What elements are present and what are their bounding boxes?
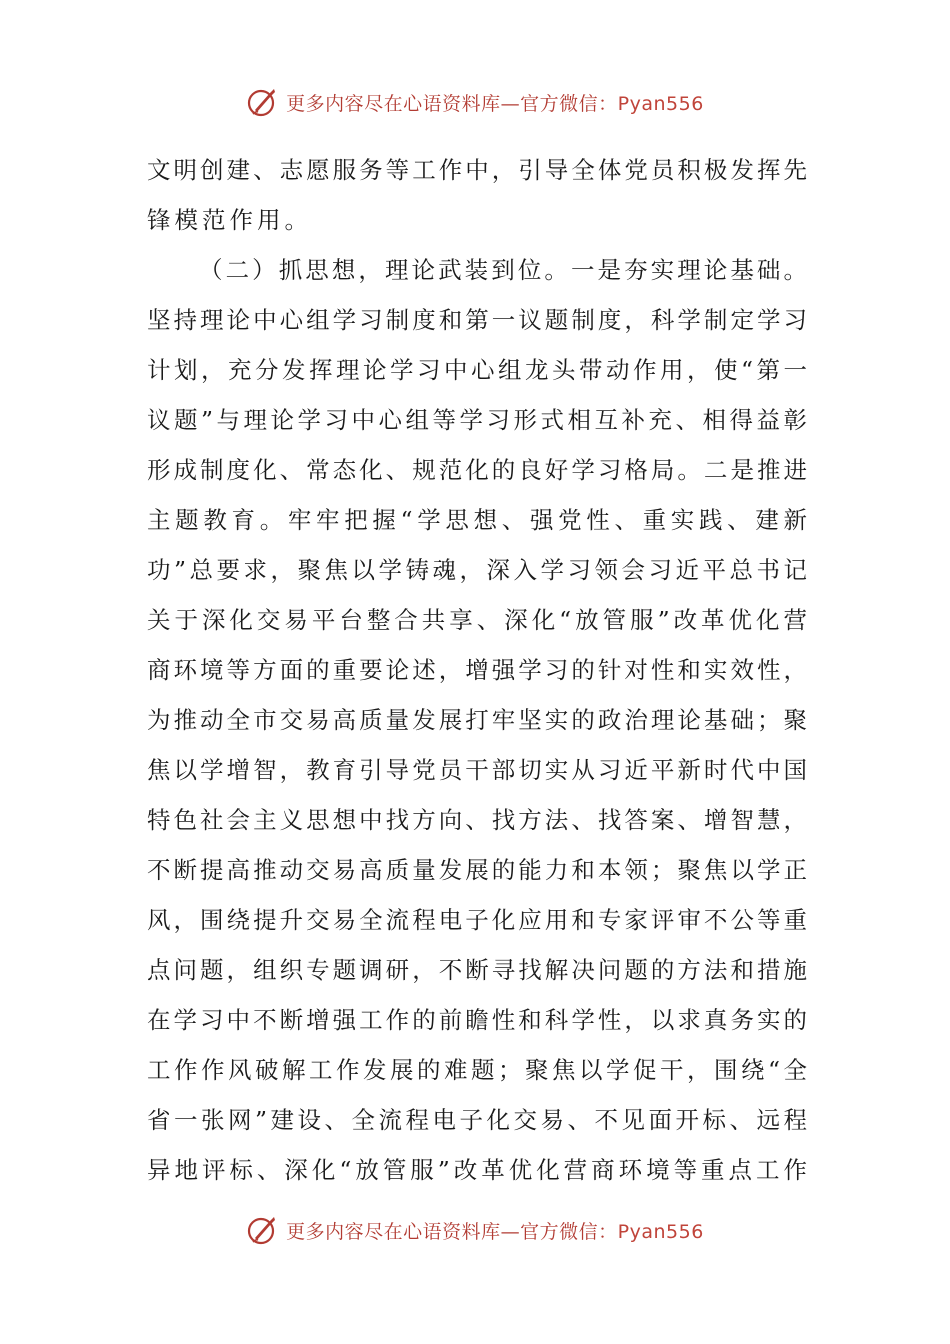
watermark-text <box>286 89 704 116</box>
text-line: 在学习中不断增强工作的前瞻性和科学性，以求真务实的 <box>147 1006 807 1034</box>
header-watermark <box>0 80 950 124</box>
footer-watermark <box>0 1208 950 1252</box>
text-line: 不断提高推动交易高质量发展的能力和本领；聚焦以学正 <box>147 856 807 884</box>
watermark-label: 更多内容尽在心语资料库—官方微信： <box>286 1220 618 1243</box>
wechat-id: Pyan556 <box>617 1220 704 1243</box>
text-line: 关于深化交易平台整合共享、深化“放管服”改革优化营 <box>147 606 807 634</box>
text-line: 文明创建、志愿服务等工作中，引导全体党员积极发挥先 <box>147 156 807 184</box>
text-line: 锋模范作用。 <box>147 206 312 234</box>
text-line: 省一张网”建设、全流程电子化交易、不见面开标、远程 <box>147 1106 807 1134</box>
text-line: 异地评标、深化“放管服”改革优化营商环境等重点工作 <box>147 1156 807 1184</box>
watermark-text <box>286 1217 704 1244</box>
text-line: 焦以学增智，教育引导党员干部切实从习近平新时代中国 <box>147 756 807 784</box>
text-line: 主题教育。牢牢把握“学思想、强党性、重实践、建新 <box>147 506 807 534</box>
text-line: 为推动全市交易高质量发展打牢坚实的政治理论基础；聚 <box>147 706 807 734</box>
text-line: 功”总要求，聚焦以学铸魂，深入学习领会习近平总书记 <box>147 556 807 584</box>
wechat-id: Pyan556 <box>617 92 704 115</box>
watermark-label: 更多内容尽在心语资料库—官方微信： <box>286 92 618 115</box>
text-line: 商环境等方面的重要论述，增强学习的针对性和实效性， <box>147 656 807 684</box>
text-line: 工作作风破解工作发展的难题；聚焦以学促干，围绕“全 <box>147 1056 807 1084</box>
text-line: 形成制度化、常态化、规范化的良好学习格局。二是推进 <box>147 456 807 484</box>
document-body <box>147 145 807 1195</box>
text-line: （二）抓思想，理论武装到位。一是夯实理论基础。 <box>199 256 807 284</box>
text-line: 风，围绕提升交易全流程电子化应用和专家评审不公等重 <box>147 906 807 934</box>
text-line: 特色社会主义思想中找方向、找方法、找答案、增智慧， <box>147 806 807 834</box>
pen-logo-icon <box>246 1213 280 1247</box>
text-line: 坚持理论中心组学习制度和第一议题制度，科学制定学习 <box>147 306 807 334</box>
text-line: 点问题，组织专题调研，不断寻找解决问题的方法和措施 <box>147 956 807 984</box>
pen-logo-icon <box>246 85 280 119</box>
text-line: 计划，充分发挥理论学习中心组龙头带动作用，使“第一 <box>147 356 807 384</box>
text-line: 议题”与理论学习中心组等学习形式相互补充、相得益彰 <box>147 406 807 434</box>
